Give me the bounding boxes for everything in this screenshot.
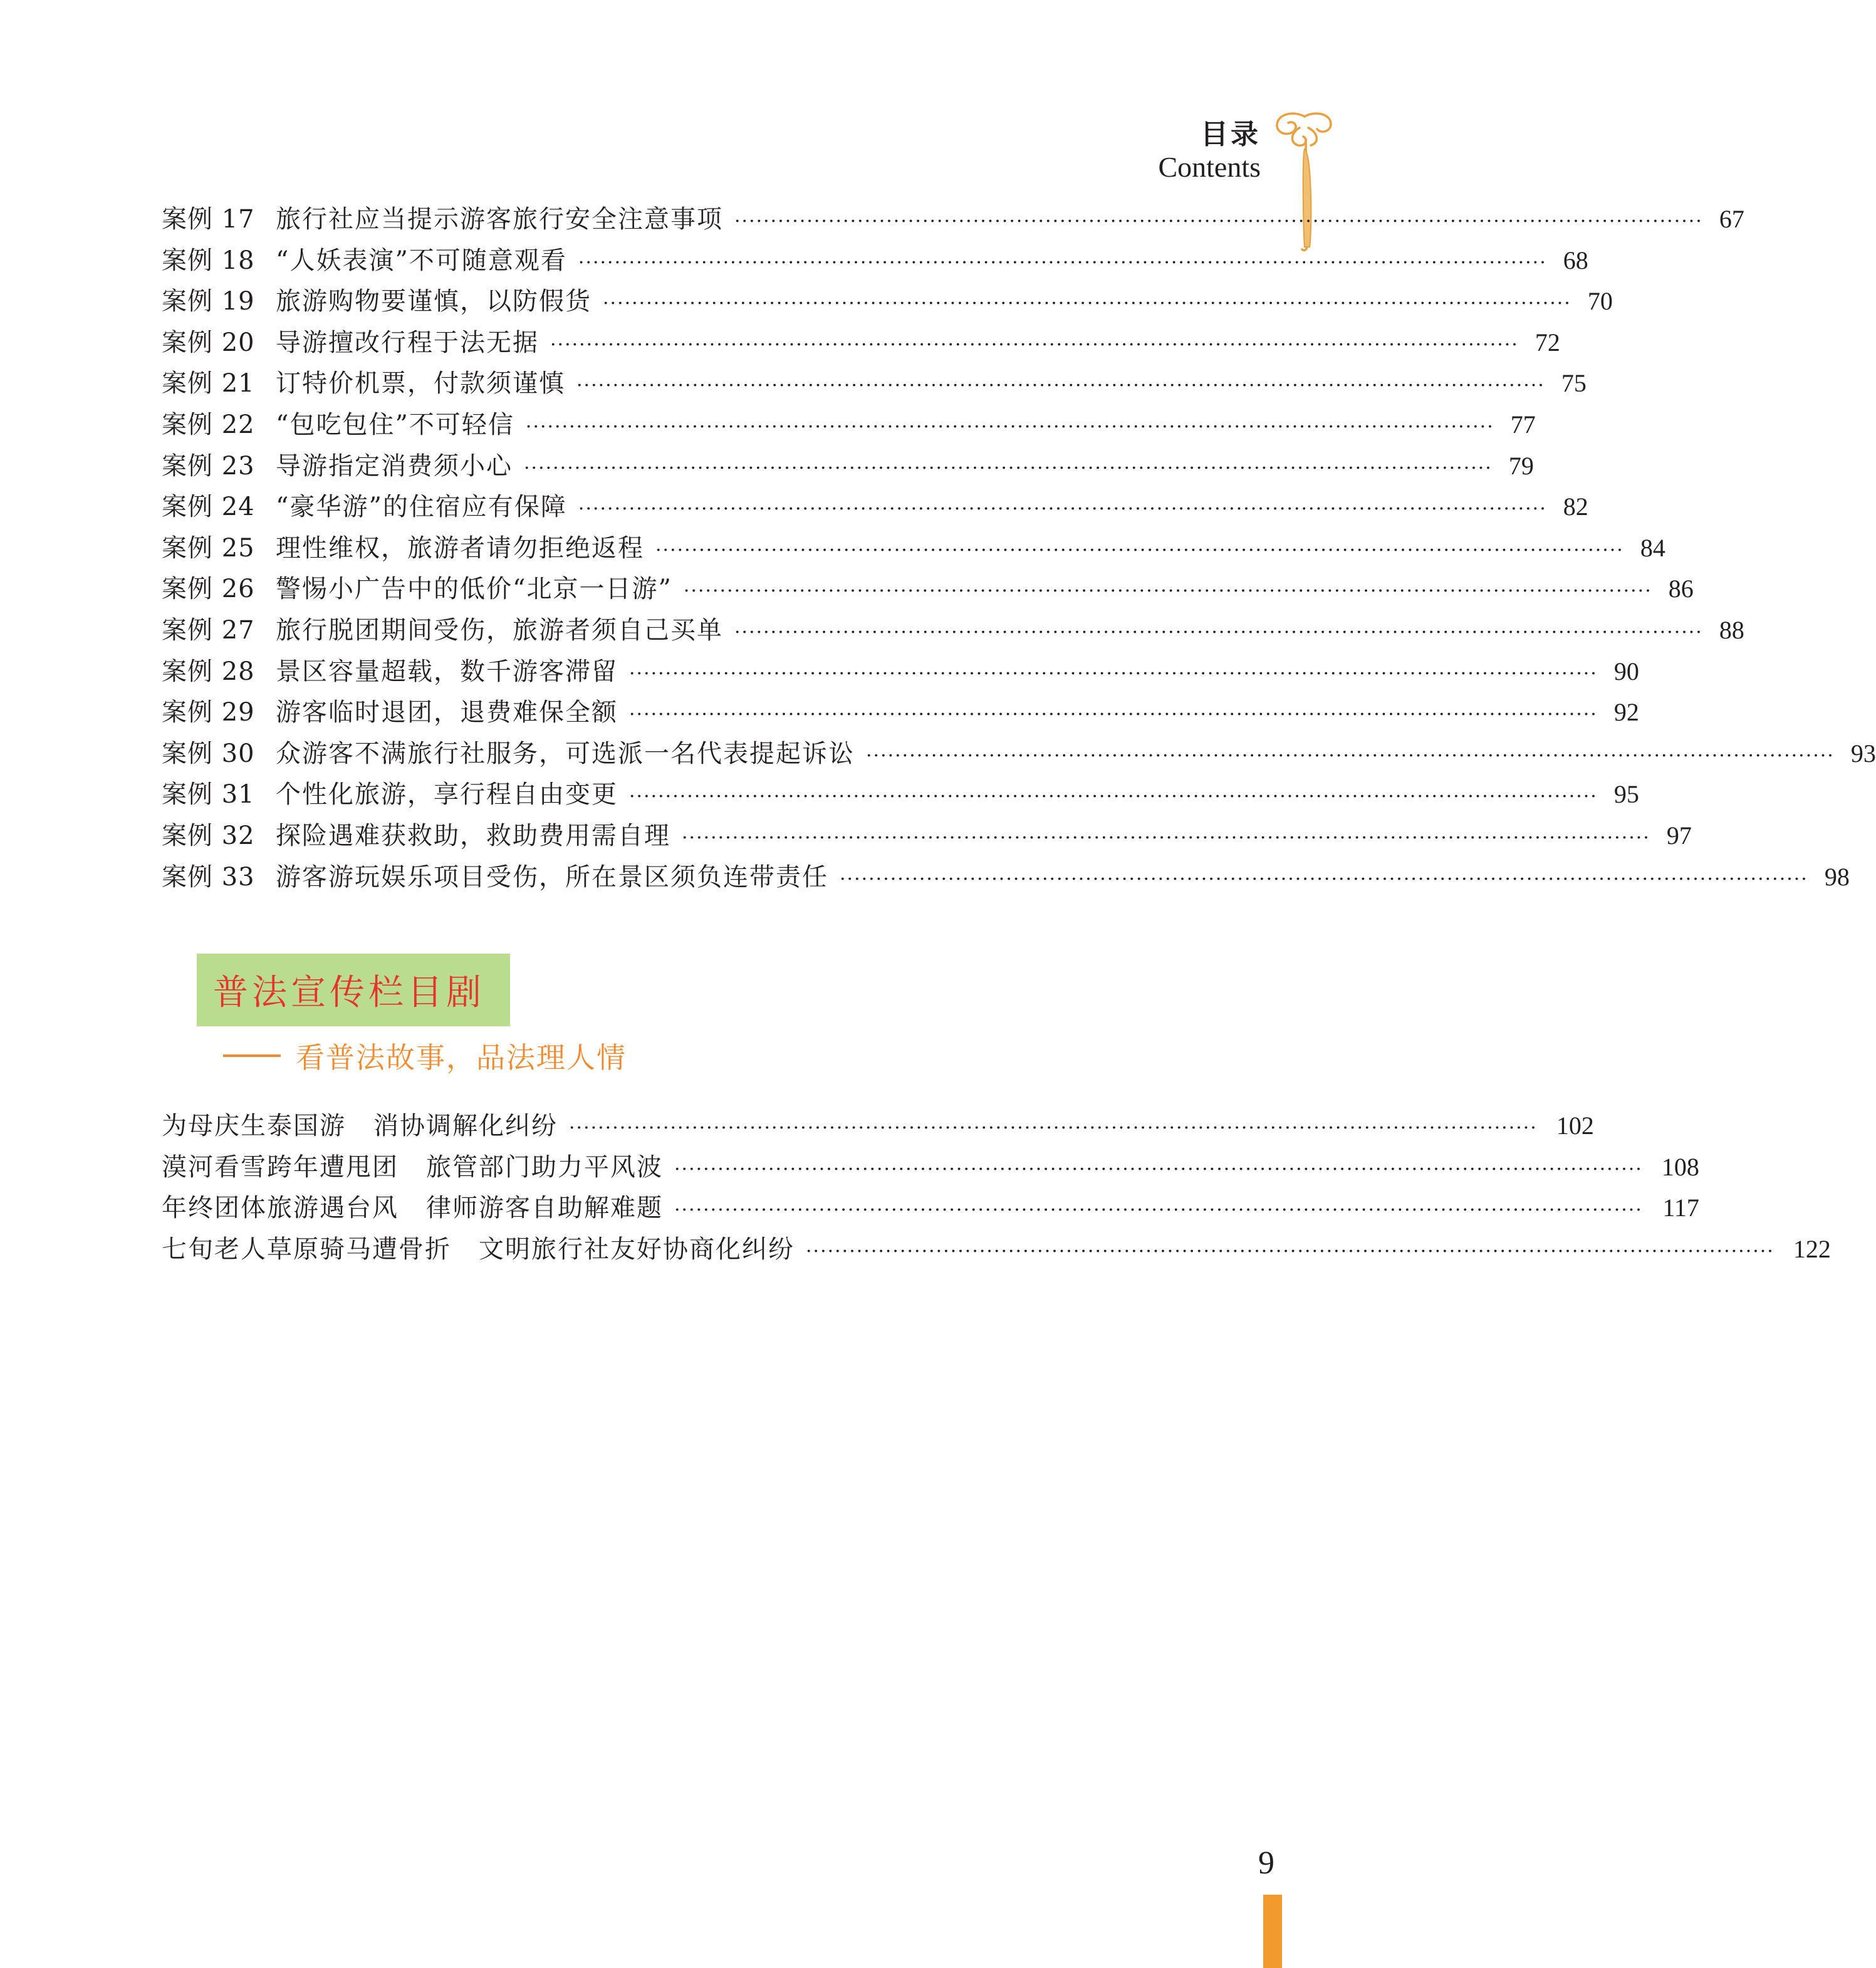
toc-entry[interactable] <box>162 199 1744 241</box>
page-ref: 122 <box>1793 1234 1831 1263</box>
case-title: 订特价机票，付款须谨慎 <box>276 369 565 398</box>
case-title: 个性化旅游，享行程自由变更 <box>276 780 618 810</box>
case-label: 案例 17 <box>162 205 255 234</box>
page-ref: 75 <box>1561 369 1587 398</box>
case-label: 案例 18 <box>162 246 255 275</box>
case-label: 案例 29 <box>162 698 255 727</box>
section-subtitle-text: 看普法故事，品法理人情 <box>296 1041 627 1075</box>
case-toc-list <box>162 199 1876 898</box>
page-ref: 95 <box>1613 780 1639 809</box>
page-edge-tab <box>1263 1895 1282 1968</box>
case-title: 游客游玩娱乐项目受伤，所在景区须负连带责任 <box>276 862 828 892</box>
case-label: 案例 22 <box>162 410 255 439</box>
story-title-a: 年终团体旅游遇台风 <box>162 1194 399 1223</box>
toc-header-title: 目录 <box>1201 118 1261 150</box>
dot-leader: ······································································································································ <box>840 868 1808 890</box>
dot-leader: ······································································································································ <box>578 498 1547 521</box>
case-label: 案例 30 <box>162 739 255 768</box>
dot-leader: ······································································································································ <box>655 539 1624 561</box>
dot-leader: ······································································································································ <box>578 251 1547 274</box>
page-ref: 102 <box>1556 1112 1594 1140</box>
dot-leader: ······································································································································ <box>629 662 1598 685</box>
section-banner <box>197 954 510 1026</box>
case-label: 案例 33 <box>162 862 255 892</box>
case-title: 导游擅改行程于法无据 <box>276 328 539 357</box>
page-ref: 68 <box>1563 246 1588 274</box>
dot-leader: ······································································································································ <box>806 1240 1774 1263</box>
page-ref: 92 <box>1613 698 1639 727</box>
toc-entry[interactable] <box>162 692 1639 734</box>
toc-entry[interactable] <box>162 1147 1699 1189</box>
story-title-b: 律师游客自助解难题 <box>426 1194 663 1223</box>
dot-leader: ······································································································································ <box>525 415 1494 438</box>
page-ref: 90 <box>1613 657 1639 685</box>
case-title: 旅游购物要谨慎，以防假货 <box>276 287 591 316</box>
page-ref: 98 <box>1824 862 1850 891</box>
page-ref: 97 <box>1666 821 1692 850</box>
page-number: 9 <box>1258 1845 1274 1881</box>
case-label: 案例 26 <box>162 575 255 604</box>
toc-entry[interactable] <box>162 774 1639 816</box>
toc-entry[interactable] <box>162 610 1744 652</box>
case-title: “人妖表演”不可随意观看 <box>276 246 567 275</box>
case-title: 景区容量超载，数千游客滞留 <box>276 657 618 686</box>
case-label: 案例 20 <box>162 328 255 357</box>
page-ref: 67 <box>1719 205 1744 233</box>
toc-entry[interactable] <box>162 487 1588 528</box>
dot-leader: ······································································································································ <box>569 1117 1538 1139</box>
dot-leader: ······································································································································ <box>674 1199 1643 1222</box>
story-toc-list <box>162 1106 1831 1270</box>
case-title: 理性维权，旅游者请勿拒绝返程 <box>276 533 644 563</box>
toc-entry[interactable] <box>162 405 1536 446</box>
page-ref: 84 <box>1640 533 1665 562</box>
case-label: 案例 27 <box>162 615 255 645</box>
dot-leader: ······································································································································ <box>866 744 1835 767</box>
page-ref: 72 <box>1535 328 1560 357</box>
toc-entry[interactable] <box>162 1188 1699 1229</box>
case-title: 众游客不满旅行社服务，可选派一名代表提起诉讼 <box>276 739 855 768</box>
story-title-a: 七旬老人草原骑马遭骨折 <box>162 1234 451 1264</box>
case-title: 游客临时退团，退费难保全额 <box>276 698 618 727</box>
section-subtitle <box>223 1035 627 1076</box>
case-title: 探险遇难获救助，救助费用需自理 <box>276 821 670 850</box>
toc-entry[interactable] <box>162 281 1613 323</box>
toc-entry[interactable] <box>162 652 1639 693</box>
case-title: “包吃包住”不可轻信 <box>276 410 514 439</box>
toc-entry[interactable] <box>162 323 1560 364</box>
toc-entry[interactable] <box>162 1229 1831 1271</box>
toc-entry[interactable] <box>162 363 1587 405</box>
dot-leader: ······································································································································ <box>576 375 1545 397</box>
dot-leader: ······································································································································ <box>629 704 1598 726</box>
dot-leader: ······································································································································ <box>682 826 1650 849</box>
dot-leader: ······································································································································ <box>734 621 1703 643</box>
toc-entry[interactable] <box>162 446 1534 487</box>
case-title: 警惕小广告中的低价“北京一日游” <box>276 575 672 604</box>
page-ref: 93 <box>1850 739 1876 768</box>
page-ref: 70 <box>1587 287 1613 316</box>
story-title-b: 旅管部门助力平风波 <box>426 1152 663 1182</box>
page-ref: 79 <box>1508 451 1534 480</box>
toc-entry[interactable] <box>162 857 1850 898</box>
toc-entry[interactable] <box>162 734 1876 775</box>
toc-entry[interactable] <box>162 1106 1594 1147</box>
dot-leader: ······································································································································ <box>629 786 1598 808</box>
case-title: “豪华游”的住宿应有保障 <box>276 492 567 522</box>
page-ref: 82 <box>1563 492 1588 521</box>
case-label: 案例 24 <box>162 492 255 522</box>
dot-leader: ······································································································································ <box>524 457 1493 479</box>
story-title-b: 文明旅行社友好协商化纠纷 <box>479 1234 795 1264</box>
case-label: 案例 19 <box>162 287 255 316</box>
case-label: 案例 21 <box>162 369 255 398</box>
toc-entry[interactable] <box>162 528 1665 570</box>
case-label: 案例 32 <box>162 821 255 850</box>
dot-leader: ······································································································································ <box>603 293 1571 315</box>
case-title: 旅行社应当提示游客旅行安全注意事项 <box>276 205 723 234</box>
case-title: 旅行脱团期间受伤，旅游者须自己买单 <box>276 615 723 645</box>
section-title: 普法宣传栏目剧 <box>213 972 485 1013</box>
case-label: 案例 31 <box>162 780 255 810</box>
toc-entry[interactable] <box>162 569 1694 610</box>
case-label: 案例 28 <box>162 657 255 686</box>
subtitle-dash <box>223 1054 281 1057</box>
dot-leader: ······································································································································ <box>683 580 1652 603</box>
dot-leader: ······································································································································ <box>734 211 1703 232</box>
page-ref: 117 <box>1662 1194 1699 1222</box>
dot-leader: ······································································································································ <box>550 333 1519 356</box>
page-ref: 108 <box>1661 1152 1699 1181</box>
page-ref: 77 <box>1510 410 1536 439</box>
story-title-a: 漠河看雪跨年遭甩团 <box>162 1152 399 1182</box>
page-ref: 86 <box>1668 575 1694 603</box>
page-ref: 88 <box>1719 615 1744 644</box>
story-title-b: 消协调解化纠纷 <box>373 1112 558 1140</box>
toc-entry[interactable] <box>162 241 1588 282</box>
case-title: 导游指定消费须小心 <box>276 451 513 481</box>
toc-entry[interactable] <box>162 816 1692 857</box>
case-label: 案例 25 <box>162 533 255 563</box>
story-title-a: 为母庆生泰国游 <box>162 1112 346 1140</box>
dot-leader: ······································································································································ <box>674 1158 1643 1180</box>
case-label: 案例 23 <box>162 451 255 481</box>
toc-header-subtitle: Contents <box>1158 151 1261 183</box>
